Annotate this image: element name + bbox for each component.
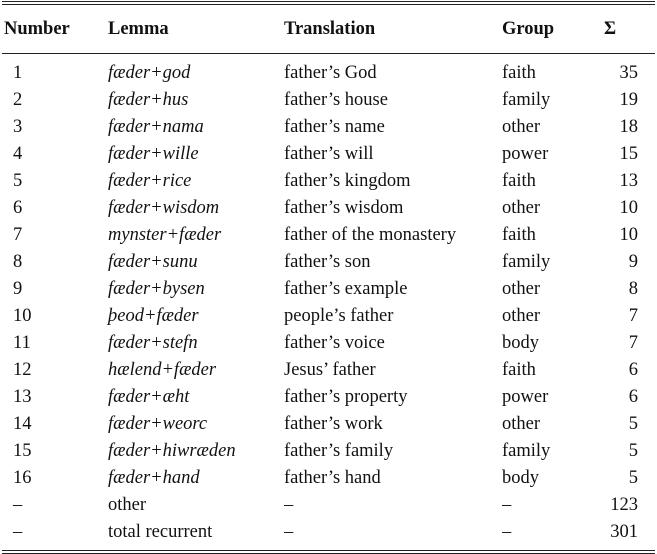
cell-translation: people’s father — [284, 306, 394, 326]
table-row — [2, 141, 655, 168]
cell-translation: father’s work — [284, 414, 383, 434]
header-row — [2, 5, 655, 54]
header-sum: Σ — [604, 18, 617, 39]
cell-translation: father’s wisdom — [284, 198, 404, 218]
cell-number: 8 — [13, 252, 23, 272]
cell-group: faith — [502, 171, 536, 191]
cell-group: family — [502, 90, 551, 110]
cell-translation: father’s God — [284, 63, 377, 83]
cell-number: 5 — [13, 171, 23, 191]
table-row — [2, 195, 655, 222]
cell-sum: 10 — [619, 225, 638, 245]
table-row — [2, 222, 655, 249]
cell-number: 4 — [13, 144, 23, 164]
table-row — [2, 438, 655, 465]
table-row — [2, 168, 655, 195]
cell-group: faith — [502, 225, 536, 245]
cell-lemma: fæder+bysen — [108, 279, 205, 299]
cell-sum: 9 — [628, 252, 638, 272]
cell-group: other — [502, 198, 541, 218]
cell-translation: father of the monastery — [284, 225, 457, 245]
cell-lemma: fæder+hiwræden — [108, 441, 236, 461]
table-row — [2, 465, 655, 492]
cell-sum: 18 — [619, 117, 638, 137]
cell-sum: 6 — [628, 360, 638, 380]
lemma-frequency-table — [2, 5, 655, 550]
bottom-double-rule — [2, 550, 655, 554]
cell-number: 7 — [13, 225, 23, 245]
cell-sum: 7 — [628, 306, 638, 326]
cell-group: faith — [502, 63, 536, 83]
cell-lemma: fæder+hand — [108, 468, 200, 488]
cell-group: faith — [502, 360, 536, 380]
cell-number: 16 — [13, 468, 32, 488]
cell-lemma: fæder+hus — [108, 90, 189, 110]
cell-sum: 5 — [628, 441, 638, 461]
table-row — [2, 411, 655, 438]
cell-number: 3 — [13, 117, 23, 137]
cell-translation: father’s hand — [284, 468, 381, 488]
cell-lemma: other — [108, 495, 147, 515]
cell-sum: 5 — [628, 468, 638, 488]
cell-number: 12 — [13, 360, 32, 380]
table-row — [2, 276, 655, 303]
cell-number: 11 — [13, 333, 31, 353]
cell-number: 10 — [13, 306, 32, 326]
cell-translation: Jesus’ father — [284, 360, 376, 380]
cell-group: body — [502, 468, 539, 488]
cell-group: family — [502, 441, 551, 461]
cell-number: 15 — [13, 441, 32, 461]
cell-lemma: fæder+nama — [108, 117, 204, 137]
cell-translation: father’s son — [284, 252, 371, 272]
cell-lemma: fæder+æht — [108, 387, 190, 407]
cell-group: other — [502, 306, 541, 326]
cell-number: 9 — [13, 279, 23, 299]
table-row — [2, 384, 655, 411]
table-row — [2, 54, 655, 87]
cell-translation: – — [284, 522, 294, 542]
cell-translation: father’s example — [284, 279, 408, 299]
cell-lemma: hælend+fæder — [108, 360, 217, 380]
cell-group: family — [502, 252, 551, 272]
cell-sum: 301 — [610, 522, 638, 542]
cell-sum: 10 — [619, 198, 638, 218]
cell-lemma: fæder+weorc — [108, 414, 208, 434]
cell-group: power — [502, 387, 549, 407]
cell-number: – — [13, 495, 23, 515]
table-container — [0, 1, 657, 554]
cell-translation: father’s will — [284, 144, 374, 164]
cell-sum: 123 — [610, 495, 638, 515]
cell-sum: 15 — [619, 144, 638, 164]
cell-sum: 7 — [628, 333, 638, 353]
cell-number: 2 — [13, 90, 23, 110]
cell-sum: 13 — [619, 171, 638, 191]
table-row — [2, 519, 655, 550]
cell-translation: father’s house — [284, 90, 388, 110]
header-number: Number — [4, 18, 70, 39]
table-row — [2, 87, 655, 114]
table-row — [2, 330, 655, 357]
cell-lemma: mynster+fæder — [108, 225, 222, 245]
cell-translation: father’s name — [284, 117, 385, 137]
cell-sum: 35 — [619, 63, 638, 83]
table-row — [2, 357, 655, 384]
cell-number: 13 — [13, 387, 32, 407]
cell-sum: 19 — [619, 90, 638, 110]
cell-translation: father’s kingdom — [284, 171, 411, 191]
header-translation: Translation — [284, 18, 376, 39]
cell-lemma: total recurrent — [108, 522, 213, 542]
table-row — [2, 492, 655, 519]
cell-number: 1 — [13, 63, 23, 83]
table-row — [2, 114, 655, 141]
cell-sum: 5 — [628, 414, 638, 434]
cell-group: other — [502, 117, 541, 137]
cell-translation: father’s property — [284, 387, 408, 407]
cell-sum: 8 — [628, 279, 638, 299]
cell-group: – — [502, 495, 512, 515]
cell-lemma: fæder+wille — [108, 144, 199, 164]
cell-sum: 6 — [628, 387, 638, 407]
cell-lemma: fæder+rice — [108, 171, 192, 191]
cell-translation: – — [284, 495, 294, 515]
cell-lemma: þeod+fæder — [108, 306, 199, 326]
header-group: Group — [502, 18, 555, 39]
cell-group: body — [502, 333, 539, 353]
cell-number: – — [13, 522, 23, 542]
cell-group: other — [502, 414, 541, 434]
cell-translation: father’s voice — [284, 333, 385, 353]
header-lemma: Lemma — [108, 18, 169, 39]
cell-lemma: fæder+god — [108, 63, 191, 83]
cell-lemma: fæder+stefn — [108, 333, 198, 353]
cell-group: – — [502, 522, 512, 542]
cell-lemma: fæder+wisdom — [108, 198, 220, 218]
table-row — [2, 249, 655, 276]
cell-number: 14 — [13, 414, 32, 434]
cell-lemma: fæder+sunu — [108, 252, 198, 272]
cell-number: 6 — [13, 198, 23, 218]
cell-group: other — [502, 279, 541, 299]
cell-group: power — [502, 144, 549, 164]
table-row — [2, 303, 655, 330]
cell-translation: father’s family — [284, 441, 394, 461]
